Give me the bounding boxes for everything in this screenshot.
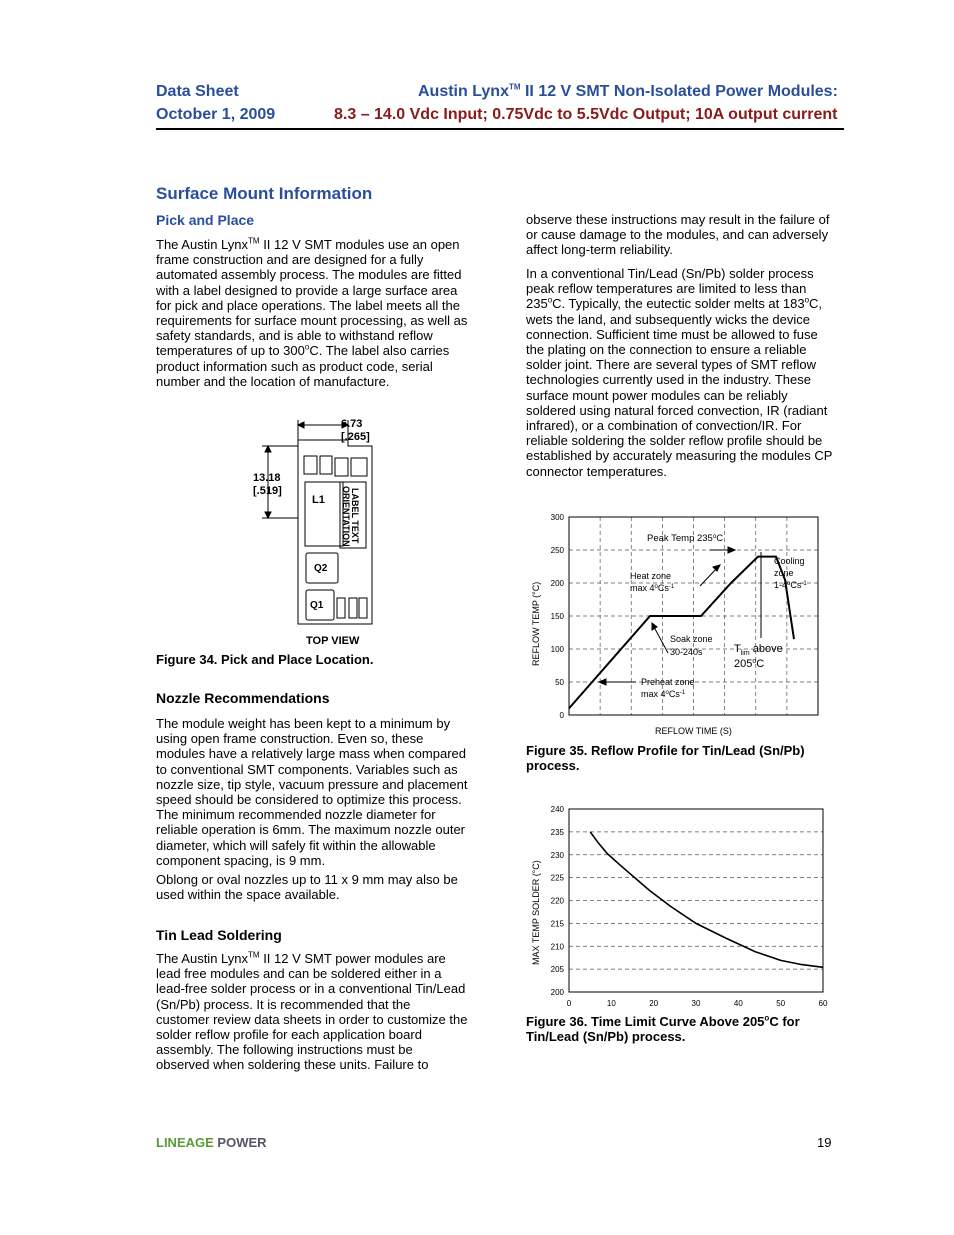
chart1-y-tick-label: 50 bbox=[555, 678, 564, 687]
chart2-y-tick-label: 215 bbox=[550, 919, 564, 929]
soldering-continued-paragraph: observe these instructions may result in the failure of or cause damage to the modules, and can adversely affect long-term reliability. bbox=[526, 212, 830, 258]
figure35-caption: Figure 35. Reflow Profile for Tin/Lead (Sn/Pb) process. bbox=[526, 743, 805, 773]
chart1-preheat-label: Preheat zone bbox=[641, 677, 695, 687]
chart1-y-tick-label: 150 bbox=[550, 612, 564, 621]
tinlead-heading: Tin Lead Soldering bbox=[156, 927, 282, 943]
figure34-caption: Figure 34. Pick and Place Location. bbox=[156, 652, 374, 667]
chart2-y-tick-label: 230 bbox=[550, 850, 564, 860]
chart2-y-tick-label: 220 bbox=[550, 896, 564, 906]
reflow-profile-chart bbox=[526, 506, 826, 741]
footer-page-number: 19 bbox=[817, 1135, 832, 1150]
chart1-soak-zone-label: Soak zone bbox=[670, 634, 713, 644]
pick-place-diagram bbox=[250, 412, 390, 652]
chart2-x-tick-label: 40 bbox=[733, 999, 743, 1008]
chart2-y-ticks bbox=[551, 805, 565, 997]
chart1-y-tick-label: 300 bbox=[550, 513, 564, 522]
top-view-label: TOP VIEW bbox=[306, 635, 360, 647]
chart2-y-tick-label: 225 bbox=[550, 873, 564, 883]
header-product-specs: 8.3 – 14.0 Vdc Input; 0.75Vdc to 5.5Vdc Output; 10A output current bbox=[334, 106, 838, 123]
chart1-heat-zone-rate: $\max 4^oCs^{-1}$ bbox=[630, 583, 675, 593]
chart2-y-axis-label: MAX TEMP SOLDER (°C) bbox=[531, 860, 541, 965]
dim-width-value: 6.73 bbox=[341, 418, 363, 430]
chart1-cooling-label-2: zone bbox=[774, 568, 794, 578]
chart2-x-tick-label: 20 bbox=[649, 999, 659, 1008]
chart2-x-tick-label: 0 bbox=[566, 999, 572, 1008]
chart1-soak-zone-time: 30-240s bbox=[670, 647, 703, 657]
chart1-heat-zone-label: Heat zone bbox=[630, 571, 672, 581]
chart1-x-axis-label: REFLOW TIME (S) bbox=[655, 726, 732, 736]
figure36-caption: Figure 36. Time Limit Curve Above 205$^o$C for Tin/Lead (Sn/Pb) process. bbox=[526, 1013, 800, 1044]
chart1-y-tick-label: 250 bbox=[550, 546, 564, 555]
reflow-paragraph: In a conventional Tin/Lead (Sn/Pb) solder process peak reflow temperatures are limited to less than 235$^o$C. Typically, the eutectic solder melts at 183$^o$C, wets the land, and subsequently wicks the device connection. Sufficient time must be allowed to fuse the plating on the connection to ensure a reliable solder joint. There are several types of SMT reflow technologies currently used in the industry. These surface mount power modules can be reliably soldered using natural forced convection, IR (radiant infrared), or a combination of convection/IR. For reliable soldering the solder reflow profile should be established by accurately measuring the modules CP connector temperatures. bbox=[526, 266, 833, 479]
chart1-peak-label: Peak Temp 235$^o$C bbox=[647, 533, 724, 544]
tinlead-paragraph: The Austin Lynx™ II 12 V SMT power modules are lead free modules and can be soldered either in a lead-free solder process or in a conventional Tin/Lead (Sn/Pb) process. It is recommended that the customer review data sheets in order to customize the solder reflow profile for each application board assembly. The following instructions must be observed when soldering these units. Failure to bbox=[156, 950, 468, 1073]
chart1-y-tick-label: 0 bbox=[559, 711, 564, 720]
label-q2: Q2 bbox=[314, 563, 328, 574]
header-product-title: Austin Lynx™ II 12 V SMT Non-Isolated Power Modules: bbox=[418, 82, 838, 100]
chart2-x-tick-label: 50 bbox=[776, 999, 786, 1008]
chart2-series-line bbox=[590, 832, 823, 967]
chart2-y-tick-label: 235 bbox=[550, 827, 564, 837]
chart1-cooling-rate: $1-4^oCs^{-1}$ bbox=[774, 580, 807, 590]
chart2-y-tick-label: 205 bbox=[550, 965, 564, 975]
header-rule bbox=[156, 128, 844, 130]
chart1-y-axis-label: REFLOW TEMP (°C) bbox=[531, 581, 541, 666]
header-doc-type: Data Sheet bbox=[156, 83, 239, 100]
label-q1: Q1 bbox=[310, 600, 324, 611]
dim-width-inches: [.265] bbox=[341, 431, 370, 443]
chart2-y-tick-label: 210 bbox=[550, 942, 564, 952]
footer-brand: LINEAGE POWER bbox=[156, 1135, 267, 1150]
chart2-y-tick-label: 200 bbox=[550, 988, 564, 997]
chart1-cooling-label-1: Cooling bbox=[774, 556, 805, 566]
header-date: October 1, 2009 bbox=[156, 106, 276, 123]
chart2-x-tick-label: 60 bbox=[818, 999, 828, 1008]
chart1-y-ticks bbox=[551, 513, 565, 720]
label-text-line1: LABEL TEXT bbox=[350, 488, 360, 544]
nozzle-paragraph-1: The module weight has been kept to a minimum by using open frame construction. Even so, these modules have a relatively large mass when compared to conventional SMT components. Variables such as nozzle size, tip style, vacuum pressure and placement speed should be considered to optimize this process. The minimum recommended nozzle diameter for reliable operation is 6mm. The maximum nozzle outer diameter, which will safely fit within the allowable component spacing, is 9 mm. bbox=[156, 716, 468, 868]
chart2-x-ticks bbox=[567, 999, 828, 1008]
chart1-tlim-temp: 205$^o$C bbox=[734, 658, 765, 670]
pick-place-paragraph: The Austin Lynx™ II 12 V SMT modules use an open frame construction and are designed for a fully automated assembly process. The modules are fitted with a label designed to provide a large surface area for pick and place operations. The label meets all the requirements for surface mount processing, as well as safety standards, and is able to withstand reflow temperatures of up to 300$^o$C. The label also carries product information such as product code, serial number and the location of manufacture. bbox=[156, 236, 468, 389]
nozzle-heading: Nozzle Recommendations bbox=[156, 690, 330, 706]
chart1-tlim-label: $T_{lim}$ above bbox=[734, 643, 783, 657]
nozzle-paragraph-2: Oblong or oval nozzles up to 11 x 9 mm may also be used within the space available. bbox=[156, 872, 458, 903]
chart2-x-tick-label: 30 bbox=[691, 999, 701, 1008]
section-title: Surface Mount Information bbox=[156, 184, 373, 203]
chart1-y-tick-label: 200 bbox=[550, 579, 564, 588]
label-text-line2: ORIENTATION bbox=[341, 486, 351, 547]
dim-height-inches: [.519] bbox=[253, 485, 282, 497]
dim-height-value: 13.18 bbox=[253, 472, 281, 484]
chart2-x-tick-label: 10 bbox=[606, 999, 616, 1008]
time-limit-chart bbox=[526, 800, 831, 1014]
chart1-y-tick-label: 100 bbox=[550, 645, 564, 654]
label-l1: L1 bbox=[312, 494, 325, 506]
chart1-preheat-rate: $\max 4^oCs^{-1}$ bbox=[641, 689, 686, 699]
chart2-y-tick-label: 240 bbox=[550, 805, 564, 814]
pick-place-heading: Pick and Place bbox=[156, 212, 255, 228]
